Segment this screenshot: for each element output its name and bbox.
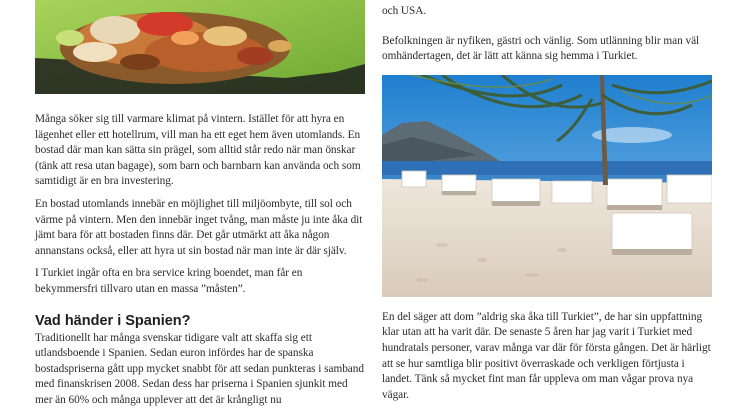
population-paragraph: Befolkningen är nyfiken, gästri och vänlig. Som utlänning blir man väl omhändertagen, det är lätt att känna sig hemma i Turkiet. (382, 34, 700, 63)
top-fragment: och USA. (382, 5, 427, 17)
right-column (382, 0, 712, 403)
intro-paragraph: Många söker sig till varmare klimat på vintern. Istället för att hyra en lägenhet eller ett hotellrum, vill man ha ett eget hem även utomlands. En bostad där man kan sätta sin prägel, som alltid står redo när man önskar (tänk att resa utan bagage), som barn och barnbarn kan använda och som samtidigt är en bra investering. (35, 113, 361, 188)
second-paragraph: En bostad utomlands innebär en möjlighet till miljöombyte, till sol och värme på vintern. Men den innebär inget tvång, man måste ju inte åka dit jämt bara för att bostaden finns där. Det går utmärkt att åka någon annanstans också, eller att hyra ut sin bostad när man inte är där själv. (35, 197, 363, 257)
food-photo-image (35, 0, 365, 94)
third-paragraph: I Turkiet ingår ofta en bra service kring boendet, man får en bekymmersfri tillvaro utan en massa ”måsten”. (35, 267, 303, 295)
turkey-paragraph: En del säger att dom ”aldrig ska åka till Turkiet”, de har sin uppfattning klar utan att ha varit där. De senaste 5 åren har jag varit i Turkiet med hundratals personer, varav många var där för första gången. Det är härligt att se hur samtliga blir positivt överraskade och verkligen förtjusta i landet. Tänk så mycket fint man får uppleva om man vågar prova nya vägar. (382, 310, 711, 401)
beach-photo-image (382, 75, 712, 297)
beach-photo (382, 75, 712, 297)
spain-paragraph: Traditionellt har många svenskar tidigare valt att skaffa sig ett utlandsboende i Spanien. Sedan euron infördes har de spanska bostadspriserna gått upp mycket snabbt för att sedan punkteras i samband med finanskrisen 2008. Sedan dess har priserna i Spanien sjunkit med mer än 60% och många upplever att det är krångligt nu (35, 331, 364, 406)
section-heading: Vad händer i Spanien? (35, 312, 191, 329)
left-column (35, 0, 365, 409)
food-photo (35, 0, 365, 94)
